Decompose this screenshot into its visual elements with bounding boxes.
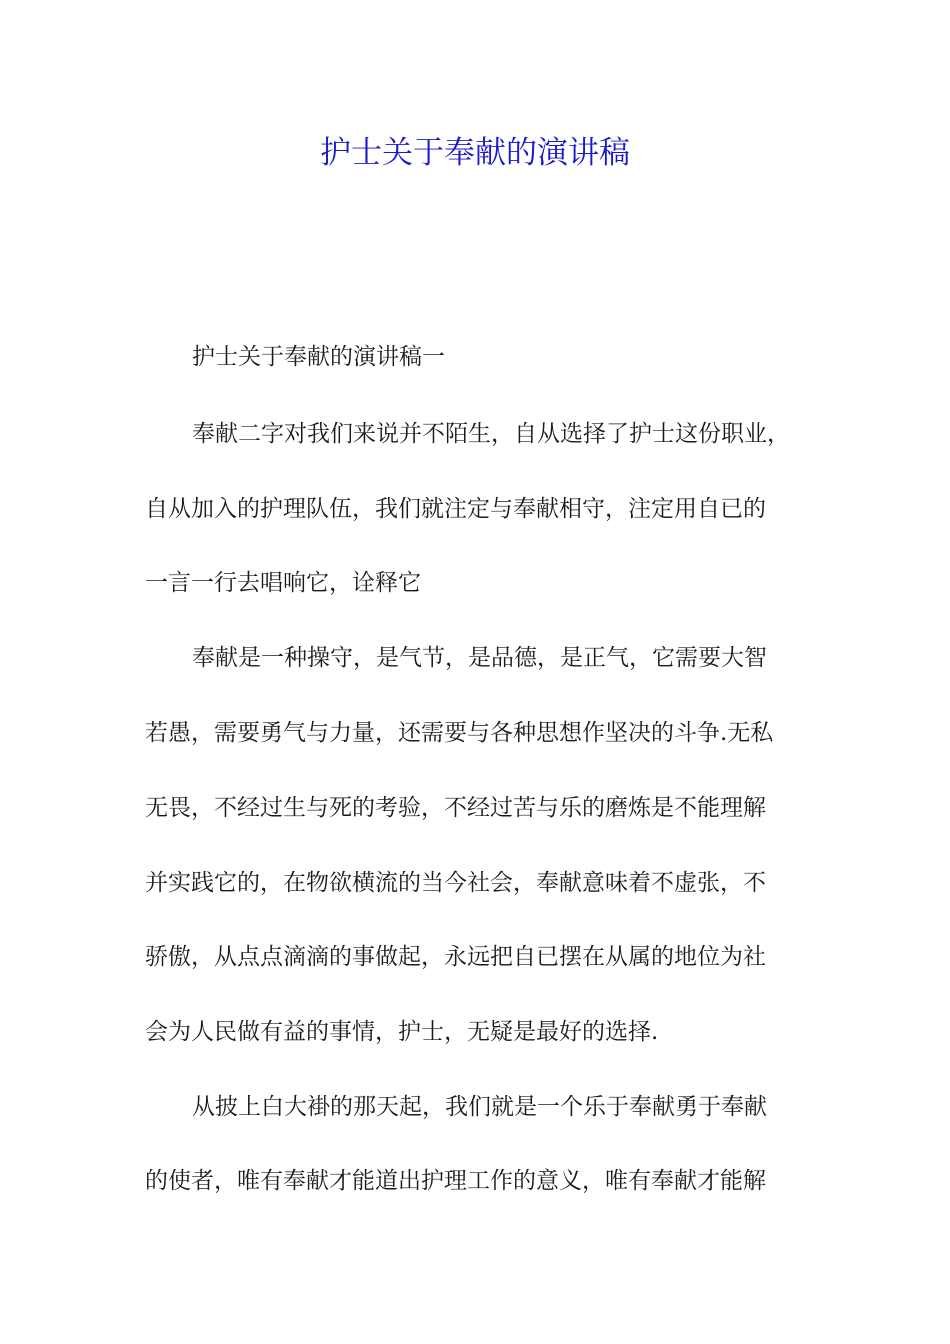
paragraph-line: 奉献是一种操守，是气节，是品德，是正气，它需要大智: [192, 645, 767, 671]
paragraph-line: 自从加入的护理队伍，我们就注定与奉献相守，注定用自已的: [145, 496, 766, 522]
paragraph-line: 会为人民做有益的事情，护士，无疑是最好的选择.: [145, 1019, 659, 1045]
document-title: 护士关于奉献的演讲稿: [320, 135, 630, 171]
paragraph-line: 的使者，唯有奉献才能道出护理工作的意义，唯有奉献才能解: [145, 1168, 766, 1194]
paragraph-line: 若愚，需要勇气与力量，还需要与各种思想作坚决的斗争.无私: [145, 720, 774, 746]
paragraph-line: 一言一行去唱响它，诠释它: [145, 570, 421, 596]
paragraph-line: 并实践它的，在物欲横流的当今社会，奉献意味着不虚张，不: [145, 870, 766, 896]
paragraph-line: 从披上白大褂的那天起，我们就是一个乐于奉献勇于奉献: [192, 1094, 767, 1120]
paragraph-line: 骄傲，从点点滴滴的事做起，永远把自已摆在从属的地位为社: [145, 944, 766, 970]
paragraph-line: 奉献二字对我们来说并不陌生，自从选择了护士这份职业，: [192, 421, 790, 447]
paragraph-line: 无畏，不经过生与死的考验，不经过苦与乐的磨炼是不能理解: [145, 795, 766, 821]
section-heading: 护士关于奉献的演讲稿一: [192, 344, 445, 370]
